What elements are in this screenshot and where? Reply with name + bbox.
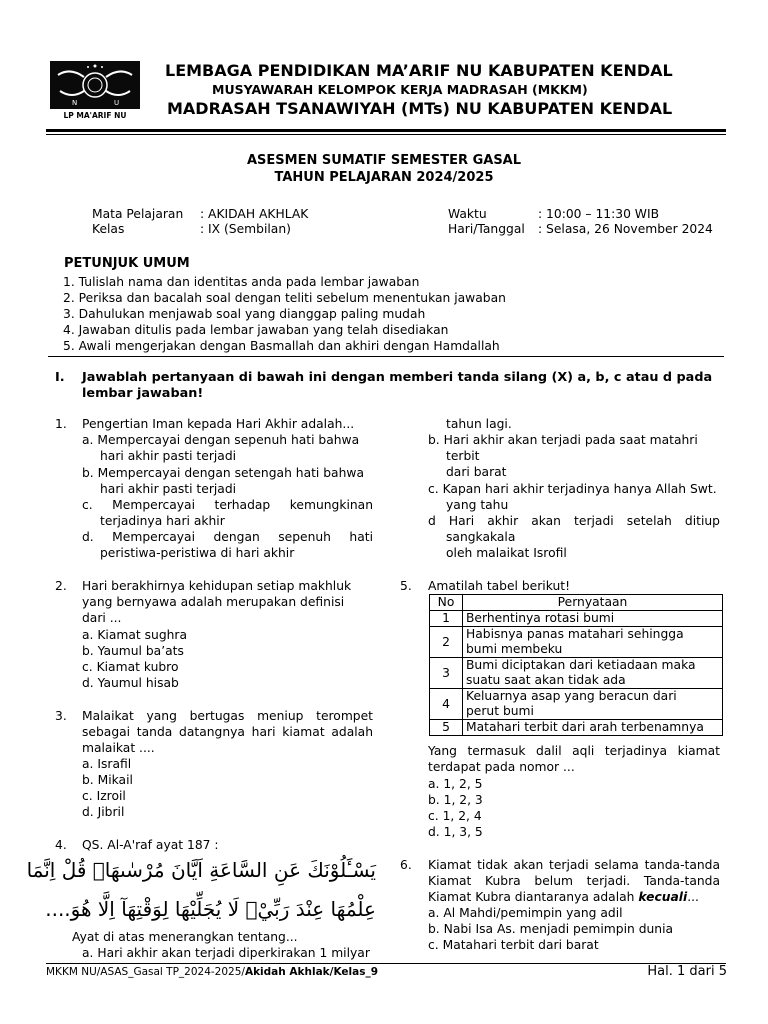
q1-option-c-cont: terjadinya hari akhir: [100, 514, 225, 528]
table-row: [430, 627, 723, 658]
q6-text-cont: Kiamat Kubra diantaranya adalah kecuali...: [428, 890, 699, 904]
q1-option-a-cont: hari akhir pasti terjadi: [100, 449, 237, 463]
exam-title: ASESMEN SUMATIF SEMESTER GASAL: [246, 153, 522, 168]
nu-emblem-icon: [50, 61, 140, 109]
q2-text-cont: dari ...: [82, 611, 122, 625]
q4-option-b-cont: dari barat: [446, 465, 507, 479]
q3-text-cont: malaikat ....: [82, 741, 155, 755]
table-cell-no: 1: [430, 611, 463, 627]
q4-option-a: a. Hari akhir akan terjadi diperkirakan 1 milyar: [82, 946, 370, 960]
subject-value: : AKIDAH AKHLAK: [200, 207, 309, 221]
table-cell-no: 4: [430, 689, 463, 720]
q4-arabic-verse: يَسْـَٔلُوْنَكَ عَنِ السَّاعَةِ اَيَّانَ مُرْسٰىهَاۗ قُلْ اِنَّمَا: [26, 858, 376, 882]
header-institution: LEMBAGA PENDIDIKAN MA’ARIF NU KABUPATEN KENDAL: [165, 61, 673, 80]
q4-number: 4.: [55, 838, 67, 852]
q2-text: Hari berakhirnya kehidupan setiap makhluk: [82, 579, 352, 593]
header-working-group: MUSYAWARAH KELOMPOK KERJA MADRASAH (MKKM): [212, 82, 588, 97]
q4-option-d: d Hari akhir akan terjadi setelah ditiup: [428, 514, 720, 528]
instructions-divider: [48, 356, 724, 357]
q4-question: Ayat di atas menerangkan tentang...: [72, 930, 298, 944]
q3-text-cont: sebagai tanda datangnya hari kiamat adalah: [82, 725, 373, 739]
date-value: : Selasa, 26 November 2024: [538, 222, 713, 236]
exam-year: TAHUN PELAJARAN 2024/2025: [274, 170, 494, 185]
q3-option-a: a. Israfil: [82, 757, 132, 771]
table-row: [430, 689, 723, 720]
header-rule-thick: [46, 129, 726, 132]
table-row: [430, 720, 723, 736]
table-header-no: No: [430, 595, 463, 611]
q5-question-cont: terdapat pada nomor ...: [428, 760, 575, 774]
q4-option-b-cont: terbit: [446, 449, 480, 463]
section-number: I.: [55, 370, 65, 385]
section-instruction-cont: lembar jawaban!: [82, 386, 204, 401]
table-cell-statement: Habisnya panas matahari sehingga bumi membeku: [463, 627, 723, 658]
q4-option-b: b. Hari akhir akan terjadi pada saat matahri: [428, 433, 698, 447]
q1-text: Pengertian Iman kepada Hari Akhir adalah...: [82, 417, 355, 431]
instruction-item: 1. Tulislah nama dan identitas anda pada lembar jawaban: [63, 275, 420, 289]
q2-option-a: a. Kiamat sughra: [82, 628, 188, 642]
page-number: Hal. 1 dari 5: [647, 964, 727, 979]
q6-option-b: b. Nabi Isa As. menjadi pemimpin dunia: [428, 922, 674, 936]
table-cell-no: 2: [430, 627, 463, 658]
q3-option-b: b. Mikail: [82, 773, 133, 787]
subject-label: Mata Pelajaran: [92, 207, 184, 221]
instructions-heading: PETUNJUK UMUM: [64, 256, 190, 271]
table-cell-statement: Bumi diciptakan dari ketiadaan maka suatu saat akan tidak ada: [463, 658, 723, 689]
instruction-item: 4. Jawaban ditulis pada lembar jawaban yang telah disediakan: [63, 323, 449, 337]
section-instruction: Jawablah pertanyaan di bawah ini dengan memberi tanda silang (X) a, b, c atau d pada: [82, 370, 713, 385]
q2-option-c: c. Kiamat kubro: [82, 660, 179, 674]
table-cell-statement: Matahari terbit dari arah terbenamnya: [463, 720, 723, 736]
q4-option-c: c. Kapan hari akhir terjadinya hanya Allah Swt.: [428, 482, 717, 496]
q4-option-a-cont: tahun lagi.: [446, 417, 512, 431]
footer-subject: Akidah Akhlak/Kelas_9: [244, 966, 379, 978]
q1-number: 1.: [55, 417, 67, 431]
school-logo: [50, 61, 140, 123]
table-row: [430, 611, 723, 627]
logo-label: LP MA'ARIF NU: [50, 109, 140, 123]
q1-option-d-cont: peristiwa-peristiwa di hari akhir: [100, 546, 295, 560]
q2-option-d: d. Yaumul hisab: [82, 676, 179, 690]
q5-option-a: a. 1, 2, 5: [428, 777, 483, 791]
q4-arabic-verse-cont: عِلْمُهَا عِنْدَ رَبِّيْۚ لَا يُجَلِّيْهَا لِوَقْتِهَآ اِلَّا هُوَ....: [45, 897, 376, 921]
table-cell-statement: Keluarnya asap yang beracun dari perut bumi: [463, 689, 723, 720]
q1-option-a: a. Mempercayai dengan sepenuh hati bahwa: [82, 433, 360, 447]
q6-text-cont: Kiamat Kubra belum terjadi. Tanda-tanda: [428, 874, 720, 888]
header-school: MADRASAH TSANAWIYAH (MTs) NU KABUPATEN KENDAL: [167, 99, 673, 118]
q2-text-cont: yang bernyawa adalah merupakan definisi: [82, 595, 345, 609]
time-value: : 10:00 – 11:30 WIB: [538, 207, 660, 221]
class-value: : IX (Sembilan): [200, 222, 291, 236]
q6-option-a: a. Al Mahdi/pemimpin yang adil: [428, 906, 623, 920]
q1-option-b: b. Mempercayai dengan setengah hati bahwa: [82, 466, 364, 480]
q2-option-b: b. Yaumul ba’ats: [82, 644, 184, 658]
q1-option-d: d. Mempercayai dengan sepenuh hati: [82, 530, 373, 544]
table-header-row: [430, 595, 723, 611]
q5-option-d: d. 1, 3, 5: [428, 825, 483, 839]
q4-text: QS. Al-A'raf ayat 187 :: [82, 838, 219, 852]
q6-emphasis: kecuali: [638, 890, 688, 904]
footer-doc-code: MKKM NU/ASAS_Gasal TP_2024-2025/Akidah Akhlak/Kelas_9: [46, 966, 379, 978]
q3-option-d: d. Jibril: [82, 805, 125, 819]
q5-option-c: c. 1, 2, 4: [428, 809, 482, 823]
q1-option-b-cont: hari akhir pasti terjadi: [100, 482, 237, 496]
time-label: Waktu: [448, 207, 487, 221]
q2-number: 2.: [55, 579, 67, 593]
footer-rule: [46, 963, 726, 964]
table-header-statement: Pernyataan: [463, 595, 723, 611]
q6-option-c: c. Matahari terbit dari barat: [428, 938, 599, 952]
svg-text:U: U: [114, 99, 120, 107]
q5-number: 5.: [400, 579, 412, 593]
instruction-item: 3. Dahulukan menjawab soal yang dianggap paling mudah: [63, 307, 426, 321]
table-row: [430, 658, 723, 689]
table-cell-statement: Berhentinya rotasi bumi: [463, 611, 723, 627]
q5-option-b: b. 1, 2, 3: [428, 793, 483, 807]
table-cell-no: 3: [430, 658, 463, 689]
q3-text: Malaikat yang bertugas meniup terompet: [82, 709, 373, 723]
instruction-item: 5. Awali mengerjakan dengan Basmallah dan akhiri dengan Hamdallah: [63, 339, 500, 353]
q5-question: Yang termasuk dalil aqli terjadinya kiamat: [428, 744, 720, 758]
q4-option-d-cont: oleh malaikat Isrofil: [446, 546, 567, 560]
class-label: Kelas: [92, 222, 125, 236]
q1-option-c: c. Mempercayai terhadap kemungkinan: [82, 498, 373, 512]
q5-text: Amatilah tabel berikut!: [428, 579, 571, 593]
header-rule-thin: [46, 134, 726, 135]
q3-number: 3.: [55, 709, 67, 723]
instruction-item: 2. Periksa dan bacalah soal dengan teliti sebelum menentukan jawaban: [63, 291, 506, 305]
q4-option-d-cont: sangkakala: [446, 530, 516, 544]
q6-text: Kiamat tidak akan terjadi selama tanda-tanda: [428, 858, 720, 872]
q4-option-c-cont: yang tahu: [446, 498, 509, 512]
q3-option-c: c. Izroil: [82, 789, 126, 803]
svg-text:N: N: [72, 99, 78, 107]
table-cell-no: 5: [430, 720, 463, 736]
q6-number: 6.: [400, 858, 412, 872]
statement-table: [429, 594, 723, 736]
date-label: Hari/Tanggal: [448, 222, 525, 236]
